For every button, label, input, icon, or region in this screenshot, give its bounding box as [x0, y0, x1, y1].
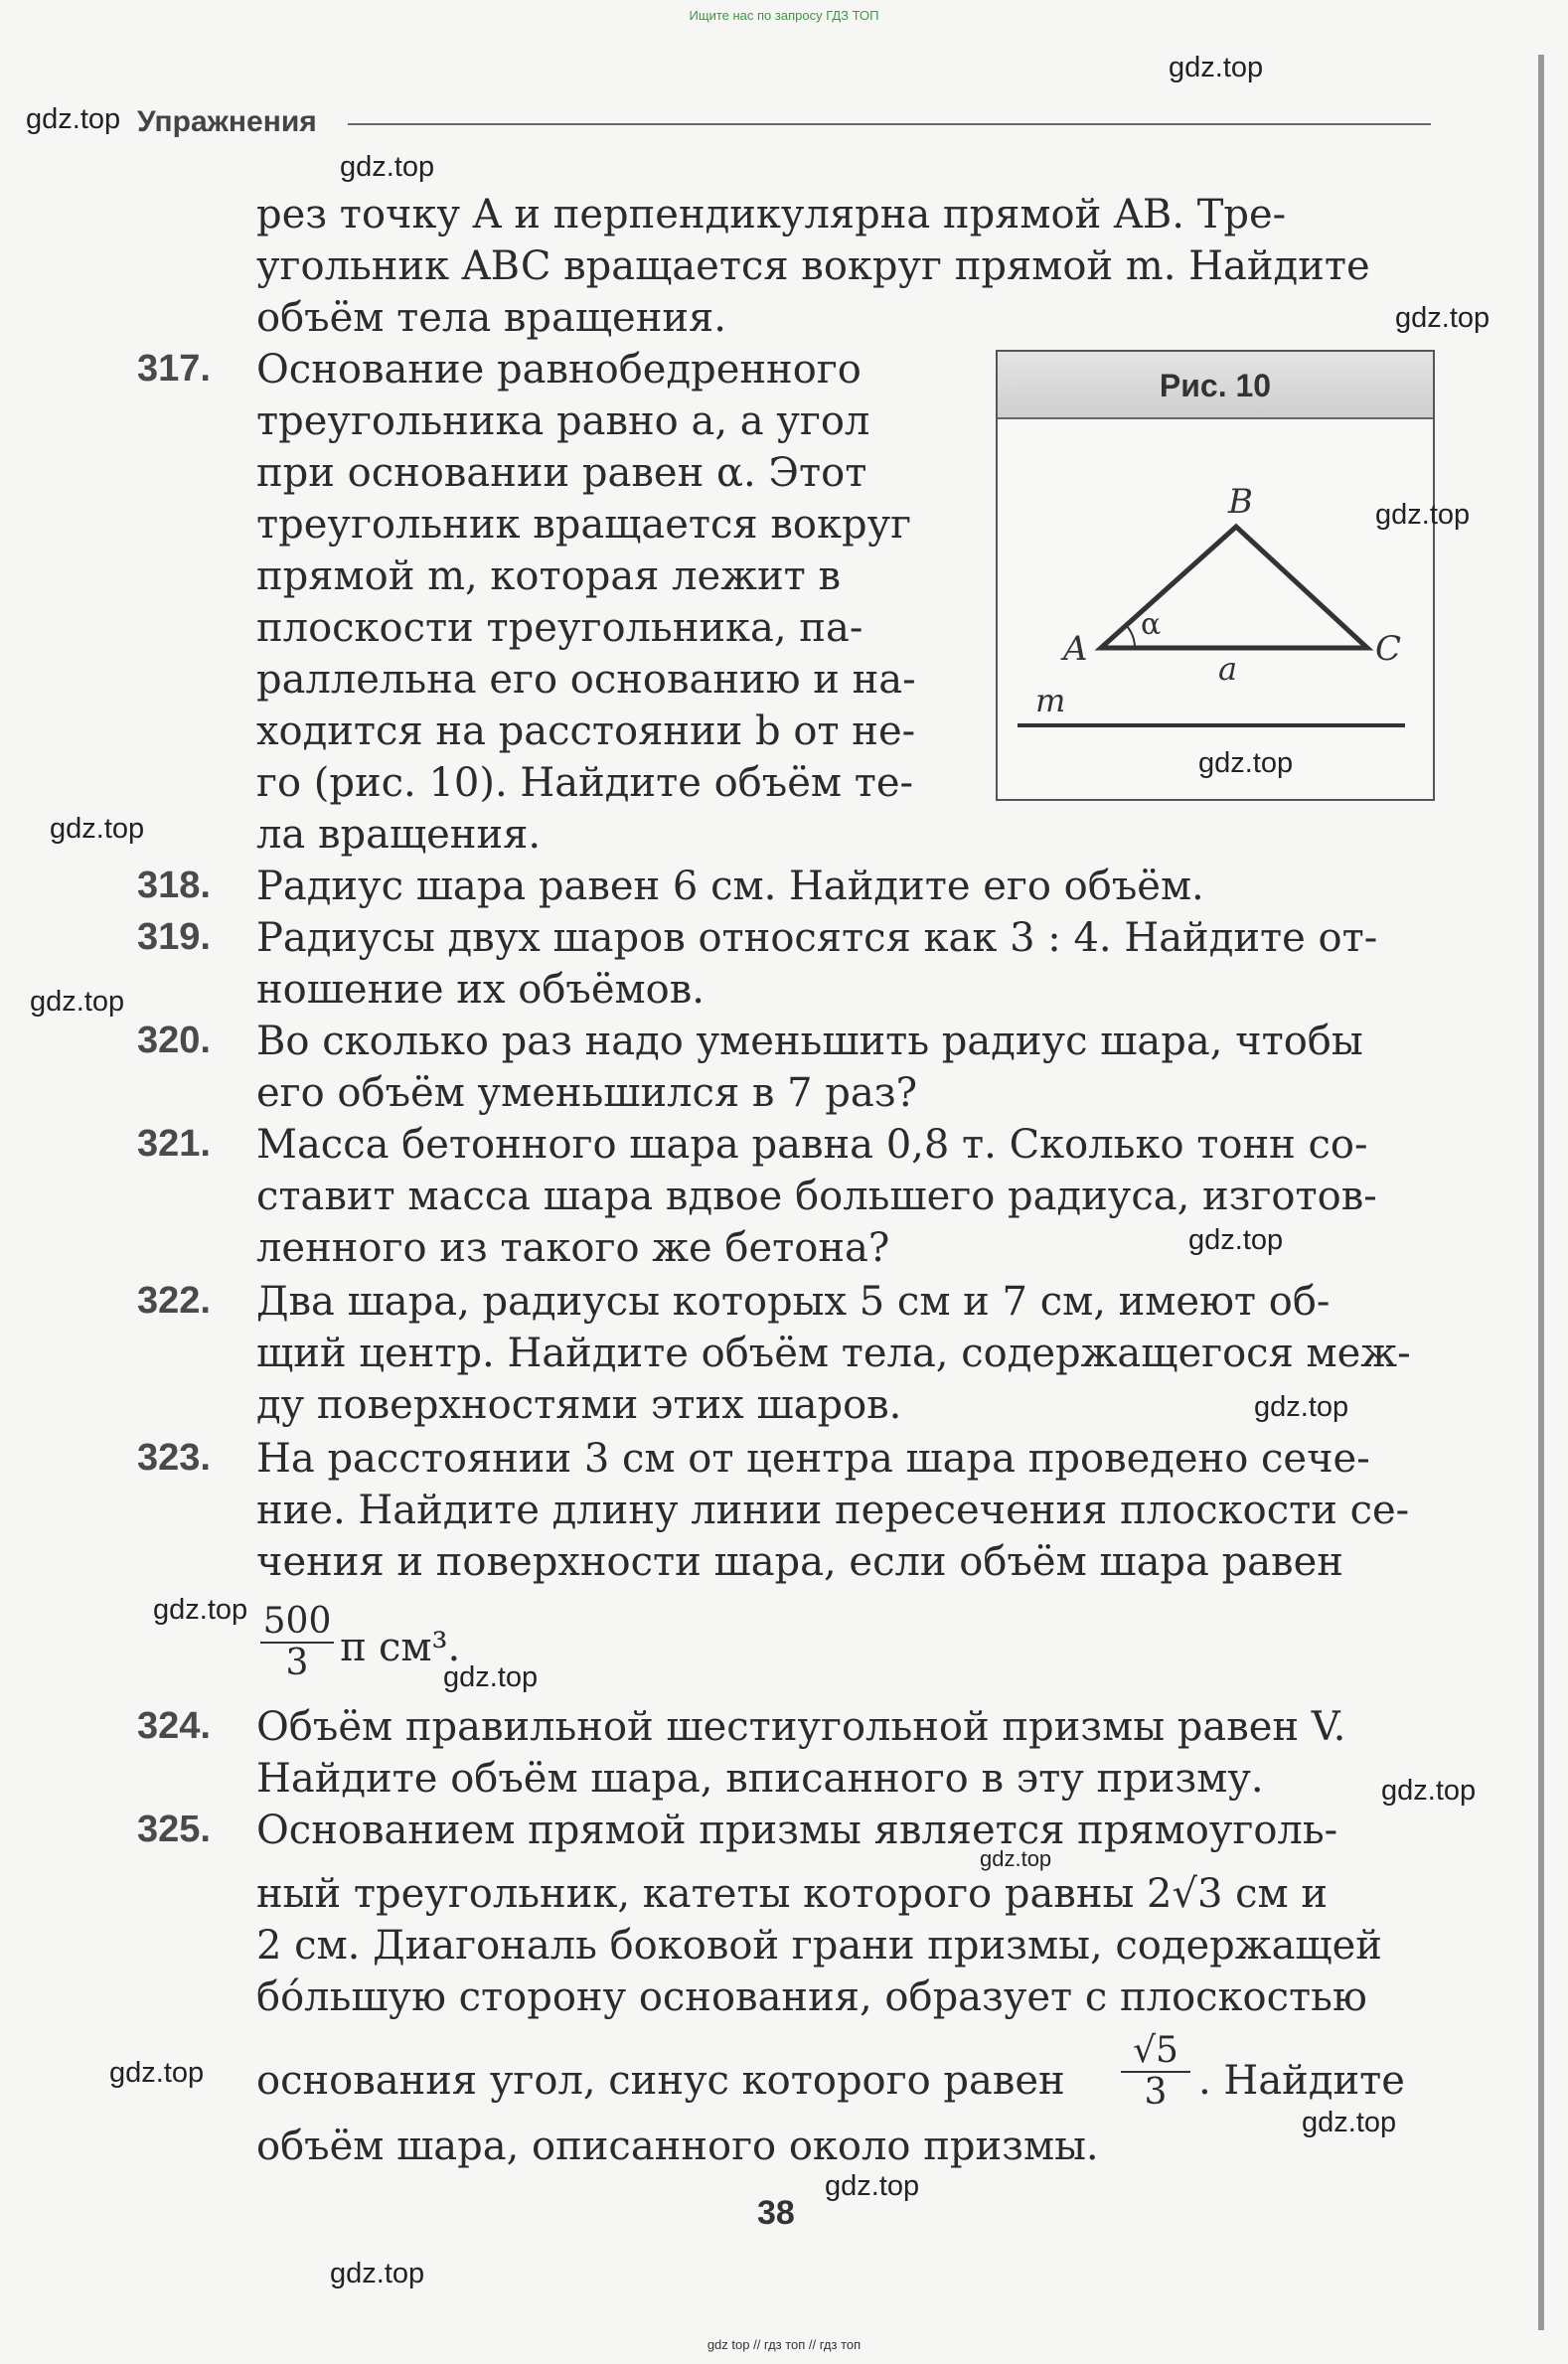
watermark: gdz.top: [26, 103, 121, 135]
exercise-number-324: 324.: [137, 1705, 211, 1747]
bottom-footer: gdz top // гдз топ // гдз топ: [706, 2337, 862, 2352]
watermark: gdz.top: [443, 1661, 539, 1693]
watermark: gdz.top: [153, 1594, 248, 1626]
ex325-line-3: 2 см. Диагональ боковой грани призмы, содержащей: [256, 1923, 1382, 1969]
ex317-line-7: раллельна его основанию и на-: [256, 657, 916, 703]
ex317-line-6: плоскости треугольника, па-: [256, 605, 863, 651]
watermark: gdz.top: [1198, 747, 1294, 779]
ex319-line-2: ношение их объёмов.: [256, 967, 705, 1013]
page-number: 38: [757, 2194, 795, 2232]
ex323-formula-rest: π см³.: [340, 1625, 461, 1670]
ex317-line-1: Основание равнобедренного: [256, 347, 862, 393]
exercise-number-317: 317.: [137, 348, 211, 390]
ex324-line-2: Найдите объём шара, вписанного в эту призму.: [256, 1756, 1264, 1802]
ex320-line-2: его объём уменьшился в 7 раз?: [256, 1070, 918, 1116]
ex323-fraction: [260, 1602, 334, 1683]
ex324-line-1: Объём правильной шестиугольной призмы равен V.: [256, 1704, 1346, 1750]
ex317-line-9: го (рис. 10). Найдите объём те-: [256, 760, 914, 806]
exercise-number-320: 320.: [137, 1020, 211, 1061]
watermark: gdz.top: [50, 813, 145, 845]
watermark: gdz.top: [1254, 1391, 1349, 1423]
angle-alpha-arc: [1127, 626, 1135, 648]
ex323-line-1: На расстоянии 3 см от центра шара проведено сече-: [256, 1436, 1370, 1482]
vertex-b-label: B: [1228, 482, 1253, 522]
ex323-fraction-denominator: 3: [285, 1643, 309, 1683]
exercise-number-318: 318.: [137, 865, 211, 906]
side-a-label: a: [1218, 650, 1238, 688]
watermark: gdz.top: [1395, 302, 1490, 334]
ex317-line-5: прямой m, которая лежит в: [256, 553, 842, 599]
ex325-line-4: бо́льшую сторону основания, образует с плоскостью: [256, 1974, 1367, 2020]
ex325-line-1: Основанием прямой призмы является прямоуголь-: [256, 1808, 1338, 1853]
ex325-line-6: объём шара, описанного около призмы.: [256, 2124, 1099, 2169]
ex317-line-4: треугольник вращается вокруг: [256, 502, 912, 548]
watermark: gdz.top: [340, 151, 435, 183]
intro-line-1: рез точку A и перпендикулярна прямой AB. Тре-: [256, 192, 1287, 237]
ex321-line-3: ленного из такого же бетона?: [256, 1225, 890, 1271]
intro-line-3: объём тела вращения.: [256, 295, 726, 341]
ex317-line-3: при основании равен α. Этот: [256, 450, 867, 496]
ex319-line-1: Радиусы двух шаров относятся как 3 : 4. Найдите от-: [256, 915, 1378, 961]
top-banner: Ищите нас по запросу ГДЗ ТОП: [689, 8, 879, 23]
watermark: gdz.top: [330, 2258, 425, 2289]
ex322-line-3: ду поверхностями этих шаров.: [256, 1382, 902, 1428]
ex317-line-10: ла вращения.: [256, 812, 542, 858]
ex323-fraction-numerator: 500: [260, 1602, 334, 1644]
ex323-line-2: ние. Найдите длину линии пересечения плоскости се-: [256, 1488, 1410, 1533]
exercise-number-322: 322.: [137, 1280, 211, 1322]
section-title: Упражнения: [137, 105, 317, 138]
watermark: gdz.top: [1375, 499, 1471, 531]
figure-title: Рис. 10: [1159, 368, 1272, 403]
ex323-line-3: чения и поверхности шара, если объём шара равен: [256, 1539, 1343, 1585]
watermark: gdz.top: [825, 2170, 920, 2202]
ex320-line-1: Во сколько раз надо уменьшить радиус шара, чтобы: [256, 1019, 1363, 1064]
section-rule: [348, 123, 1431, 125]
ex321-line-1: Масса бетонного шара равна 0,8 т. Сколько тонн со-: [256, 1122, 1368, 1168]
watermark: gdz.top: [1169, 52, 1264, 83]
watermark: gdz.top: [1188, 1224, 1284, 1256]
triangle-diagram: [998, 352, 1433, 799]
exercise-number-319: 319.: [137, 916, 211, 958]
ex317-line-8: ходится на расстоянии b от не-: [256, 709, 916, 754]
line-m-label: m: [1035, 682, 1066, 719]
alpha-label: α: [1141, 607, 1162, 642]
ex317-line-2: треугольника равно a, а угол: [256, 398, 870, 444]
ex325-line-5-text: основания угол, синус которого равен: [256, 2058, 1065, 2104]
ex318-line-1: Радиус шара равен 6 см. Найдите его объём.: [256, 864, 1204, 909]
watermark: gdz.top: [109, 2057, 205, 2089]
ex322-line-1: Два шара, радиусы которых 5 см и 7 см, имеют об-: [256, 1279, 1331, 1325]
exercise-number-321: 321.: [137, 1123, 211, 1165]
ex322-line-2: щий центр. Найдите объём тела, содержащегося меж-: [256, 1331, 1411, 1376]
exercise-number-323: 323.: [137, 1437, 211, 1479]
watermark: gdz.top: [1302, 2107, 1397, 2138]
watermark: gdz.top: [980, 1846, 1052, 1871]
vertex-c-label: C: [1375, 629, 1402, 669]
ex325-line-5-after: . Найдите: [1198, 2058, 1405, 2104]
figure-10: [996, 350, 1435, 801]
ex325-line-2: ный треугольник, катеты которого равны 2√3 см и: [256, 1871, 1329, 1917]
vertex-a-label: A: [1063, 629, 1088, 669]
intro-line-2: угольник ABC вращается вокруг прямой m. Найдите: [256, 243, 1370, 289]
page-edge-shadow: [1538, 55, 1544, 2330]
exercise-number-325: 325.: [137, 1809, 211, 1850]
ex325-fraction-numerator: √5: [1121, 2031, 1190, 2073]
ex325-fraction: [1121, 2031, 1190, 2113]
watermark: gdz.top: [1381, 1775, 1477, 1807]
ex325-fraction-denominator: 3: [1144, 2072, 1168, 2113]
ex321-line-2: ставит масса шара вдвое большего радиуса, изготов-: [256, 1174, 1377, 1219]
watermark: gdz.top: [30, 986, 125, 1018]
